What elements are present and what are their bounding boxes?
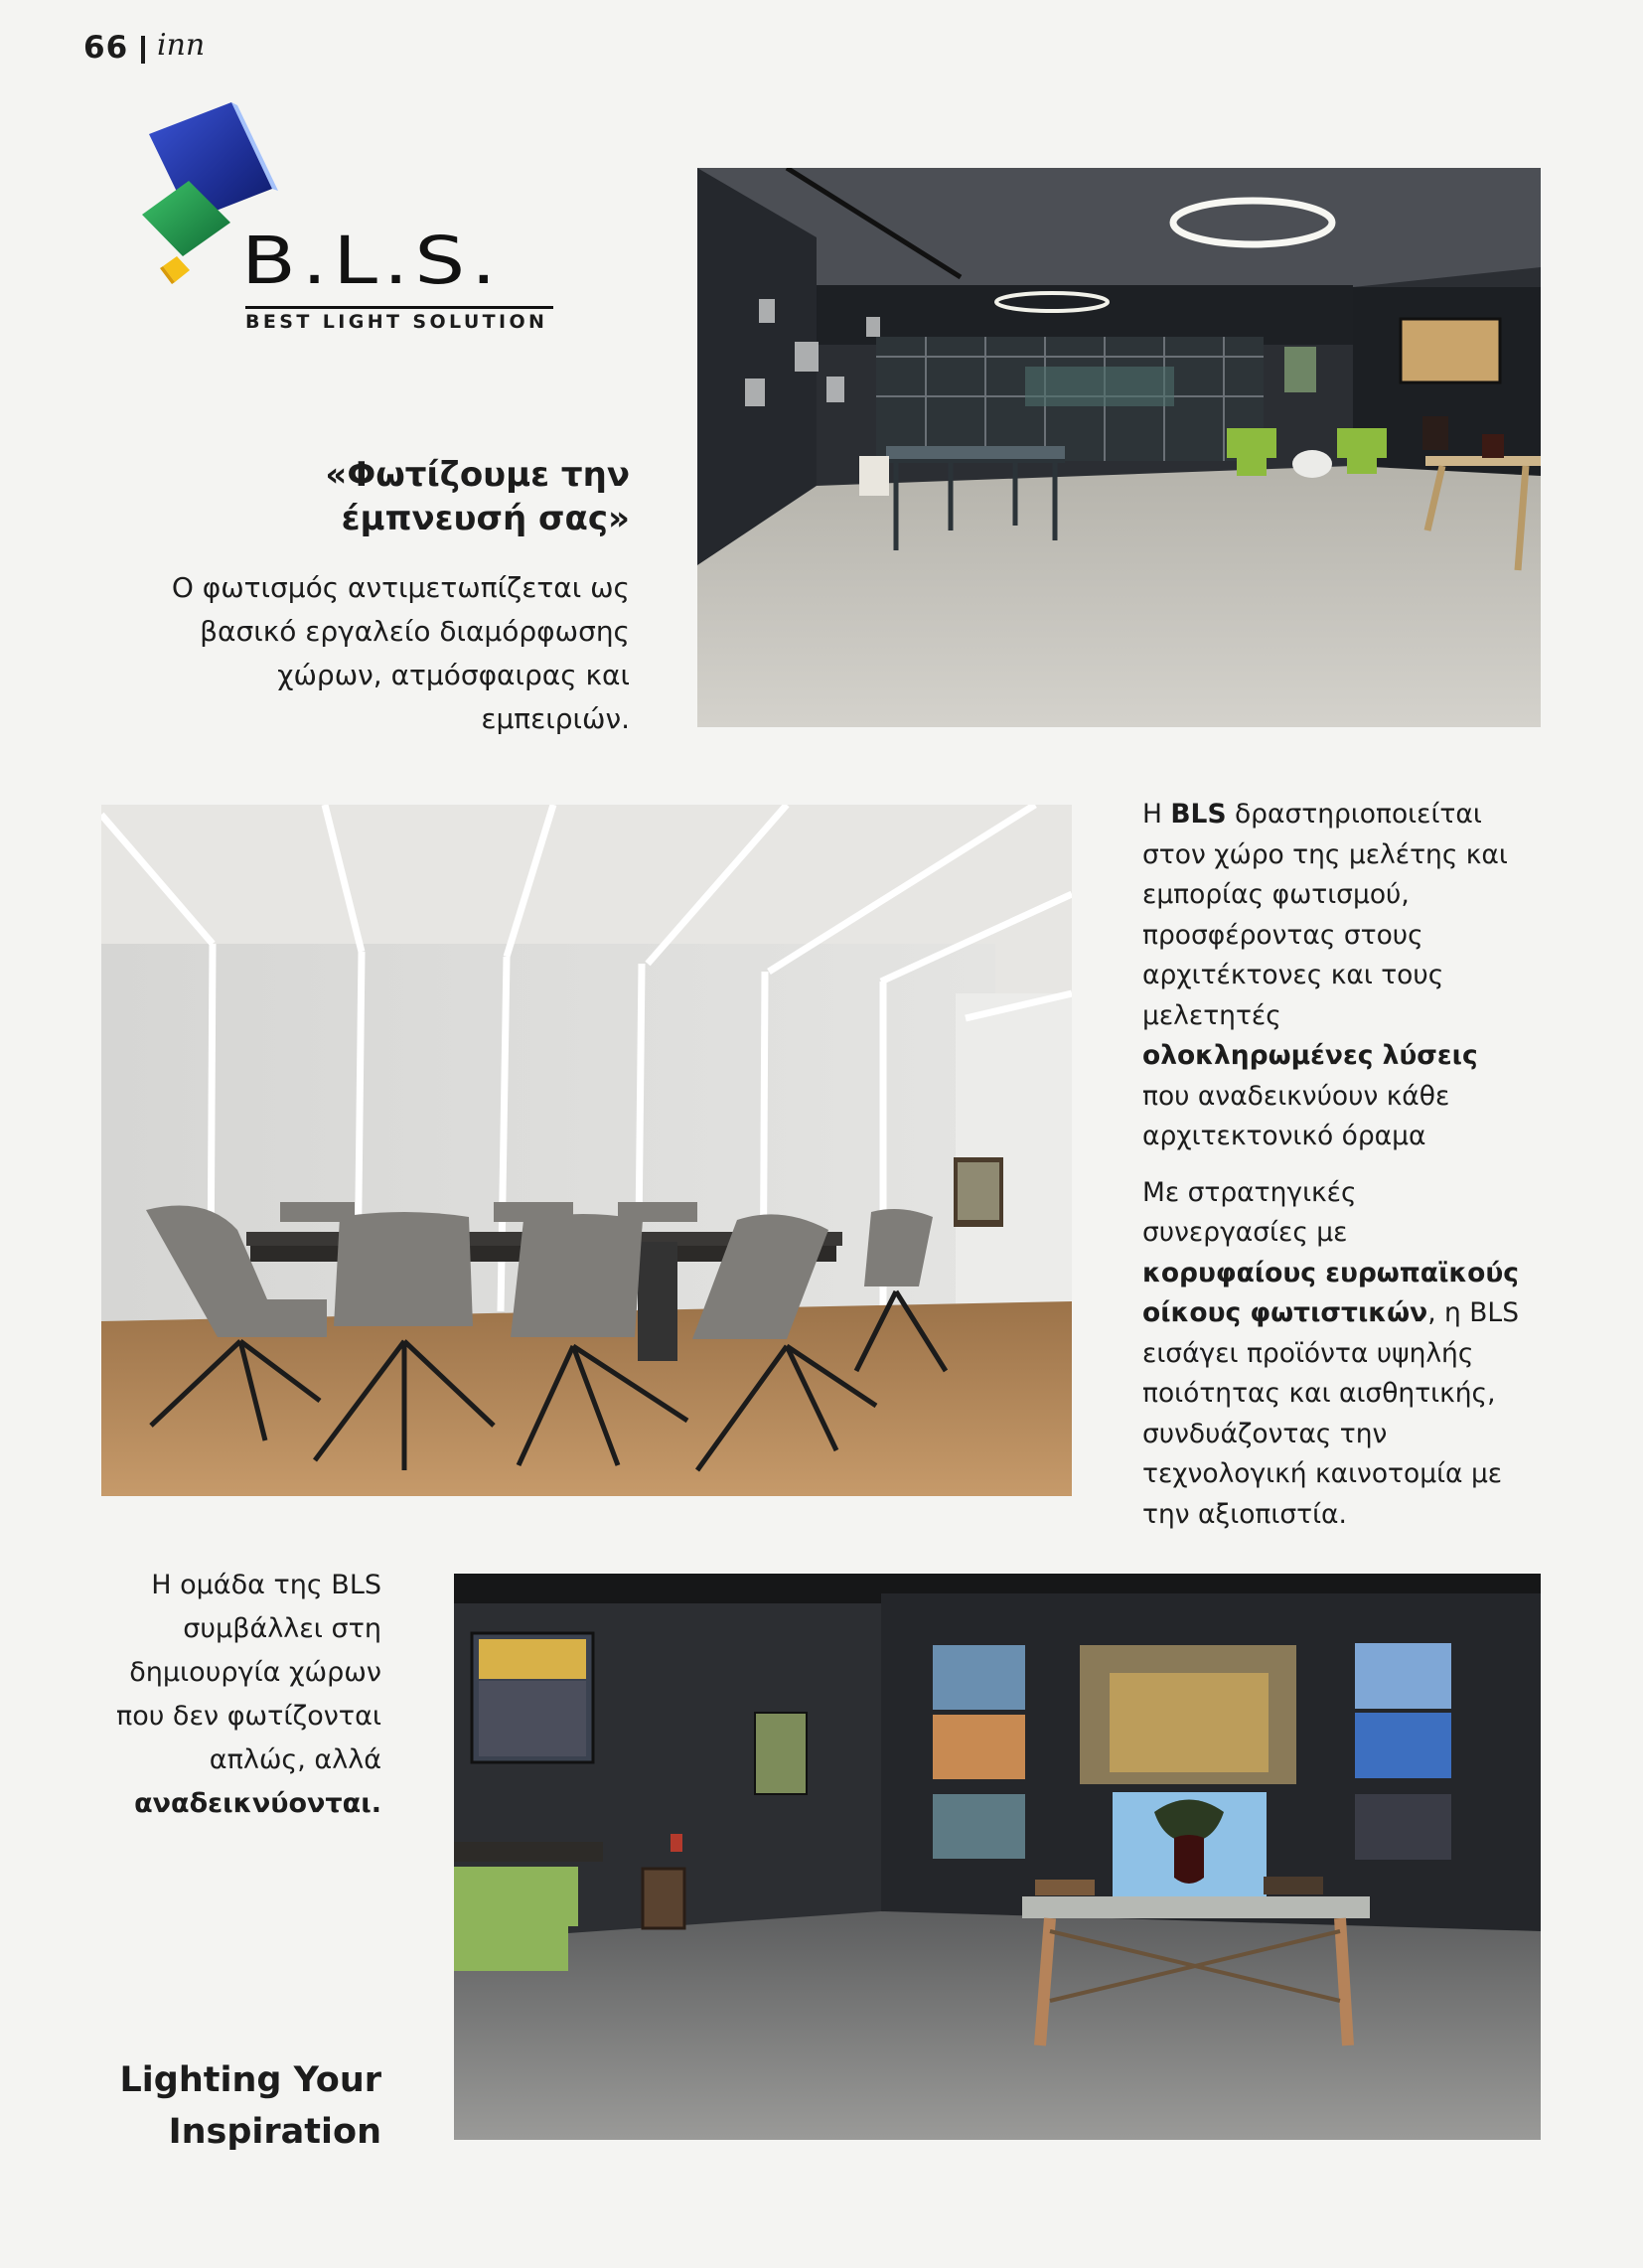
logo-tagline: BEST LIGHT SOLUTION [245,311,548,333]
logo-underline [245,306,553,309]
team-text [89,1564,381,1826]
emphasis-text: αναδεικνύονται. [134,1788,381,1819]
gallery-lounge-photo [454,1574,1541,2140]
page-number: 66 [83,30,129,66]
paragraph-activity [1142,795,1520,1157]
intro-text: Ο φωτισμός αντιμετωπίζεται ως βασικό εργαλείο διαμόρφωσης χώρων, ατμόσφαιρας και εμπειριών. [171,571,630,735]
text-span: Η ομάδα της BLS συμβάλλει στη δημιουργία χώρων που δεν φωτίζονται απλώς, αλλά [115,1570,381,1775]
emphasis-text: ολοκληρωμένες λύσεις [1142,1040,1478,1071]
meeting-room-photo [101,805,1072,1496]
english-tagline [89,2054,381,2158]
text-span: δραστηριοποιείται στον χώρο της μελέτης και εμπορίας φωτισμού, προσφέροντας στους αρχιτέκτονες και τους μελετητές [1142,799,1508,1031]
emphasis-text: κορυφαίους ευρωπαϊκούς οίκους φωτιστικών [1142,1257,1519,1328]
intro-quote: «Φωτίζουμε την έμπνευσή σας» [325,455,630,538]
header-divider [141,36,145,64]
text-span: , η BLS εισάγει προϊόντα υψηλής ποιότητας και αισθητικής, συνδυάζοντας την τεχνολογική καινοτομία με την αξιοπιστία. [1142,1297,1520,1530]
tagline-line-2: Inspiration [168,2112,381,2152]
text-span: που αναδεικνύουν κάθε αρχιτεκτονικό όραμα [1142,1080,1450,1151]
showroom-photo [697,168,1541,727]
magazine-name: inn [157,28,206,63]
description-column [1142,795,1520,1551]
logo-text: B.L.S. [241,223,503,299]
text-span: Με στρατηγικές συνεργασίες με [1142,1176,1357,1248]
text-span: Η [1142,799,1171,830]
bls-logo-mark [139,99,576,338]
tagline-line-1: Lighting Your [119,2060,381,2100]
brand-name: BLS [1170,799,1227,830]
paragraph-partnerships [1142,1173,1520,1536]
